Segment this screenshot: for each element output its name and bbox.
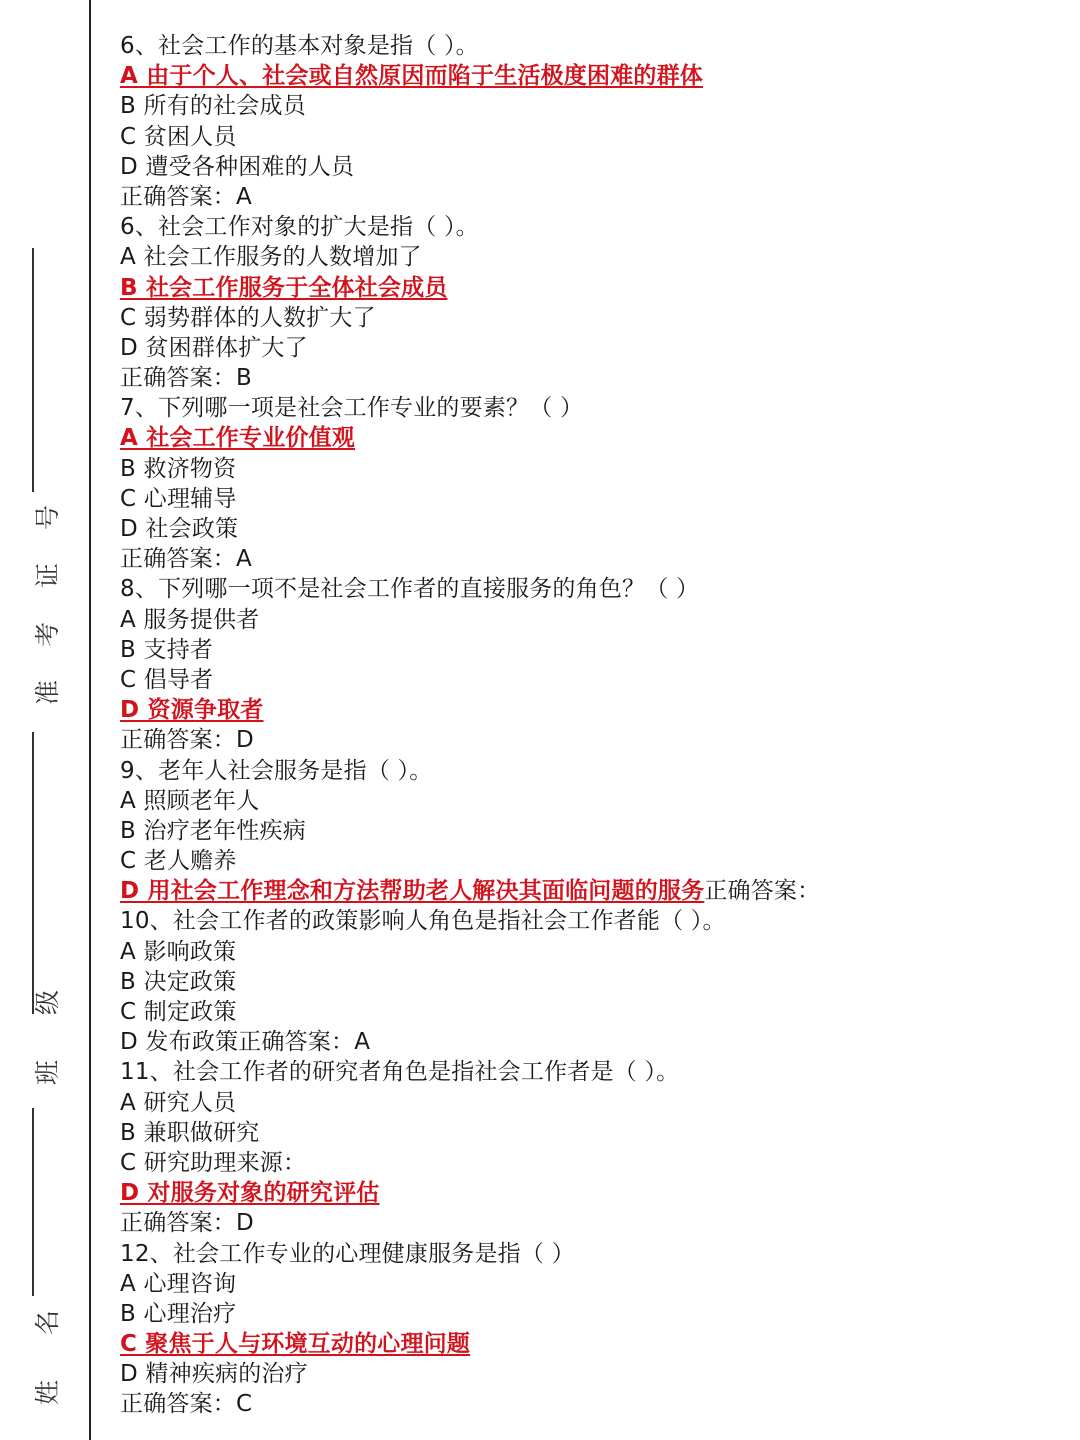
- option-text: [120, 1269, 1060, 1299]
- option-text: [120, 665, 1060, 695]
- admission-number-line: [32, 248, 34, 492]
- question-text: [120, 1239, 1060, 1269]
- line-text: 11、社会工作者的研究者角色是指社会工作者是（ ）。: [120, 1059, 680, 1086]
- question-text: [120, 906, 1060, 936]
- option-text: [120, 91, 1060, 121]
- line-text: 正确答案：D: [120, 727, 254, 754]
- line-text: D 社会政策: [120, 516, 239, 542]
- correct-option-text: [120, 423, 1060, 453]
- option-text: [120, 1088, 1060, 1118]
- question-text: [120, 393, 1060, 423]
- line-text: A 服务提供者: [120, 606, 260, 633]
- line-text: 6、社会工作对象的扩大是指（ ）。: [120, 214, 479, 241]
- class-char-1: 班: [33, 1059, 63, 1086]
- line-text: C 贫困人员: [120, 123, 237, 150]
- option-text: [120, 786, 1060, 816]
- line-text: B 所有的社会成员: [120, 93, 306, 120]
- correct-option-text: [120, 1329, 1060, 1359]
- line-text: B 心理治疗: [120, 1300, 237, 1327]
- option-text: [120, 605, 1060, 635]
- line-text: 7、下列哪一项是社会工作专业的要素？（ ）: [120, 395, 584, 422]
- name-char-2: 名: [33, 1309, 63, 1336]
- admission-char-3: 证: [33, 563, 63, 589]
- line-text: C 研究助理来源：: [120, 1149, 307, 1176]
- line-text: B 决定政策: [120, 968, 237, 995]
- answer-key-text: [120, 725, 1060, 755]
- question-list: [120, 31, 1060, 1420]
- question-text: [120, 1057, 1060, 1087]
- line-text: C 制定政策: [120, 999, 237, 1025]
- correct-option-text: [120, 273, 1060, 303]
- correct-option-text: [120, 695, 1060, 725]
- class-label: [28, 990, 68, 1085]
- option-text: [120, 846, 1060, 876]
- option-text: [120, 997, 1060, 1027]
- line-text: B 治疗老年性疾病: [120, 817, 306, 844]
- line-text: 8、下列哪一项不是社会工作者的直接服务的角色？（ ）: [120, 576, 700, 603]
- highlighted-answer: B 社会工作服务于全体社会成员: [120, 274, 448, 301]
- class-char-2: 级: [33, 989, 63, 1016]
- line-text: A 照顾老年人: [120, 787, 260, 814]
- line-text: 正确答案：B: [120, 365, 252, 392]
- answer-key-text: [120, 182, 1060, 212]
- line-text: C 心理辅导: [120, 485, 237, 512]
- line-text: C 弱势群体的人数扩大了: [120, 304, 376, 331]
- option-text: [120, 816, 1060, 846]
- option-text: [120, 967, 1060, 997]
- answer-key-text: [120, 544, 1060, 574]
- margin-rule: [89, 0, 91, 1440]
- line-text: B 支持者: [120, 636, 214, 663]
- option-text: [120, 514, 1060, 544]
- answer-key-text: [120, 1208, 1060, 1238]
- option-text: [120, 1359, 1060, 1389]
- admission-char-4: 号: [33, 504, 63, 531]
- answer-key-text: [120, 363, 1060, 393]
- line-text: 12、社会工作专业的心理健康服务是指（ ）: [120, 1240, 575, 1267]
- option-text: [120, 635, 1060, 665]
- question-text: [120, 756, 1060, 786]
- option-text: [120, 454, 1060, 484]
- correct-option-text: [120, 876, 1060, 906]
- line-text: B 救济物资: [120, 455, 237, 482]
- line-text: A 影响政策: [120, 938, 237, 965]
- option-text: [120, 242, 1060, 272]
- highlighted-answer: D 资源争取者: [120, 697, 264, 724]
- highlighted-answer: D 用社会工作理念和方法帮助老人解决其面临问题的服务: [120, 878, 705, 905]
- correct-option-text: [120, 61, 1060, 91]
- correct-option-text: [120, 1178, 1060, 1208]
- line-text: 正确答案：A: [120, 546, 252, 573]
- answer-key-text: 正确答案：: [704, 878, 821, 905]
- line-text: 6、社会工作的基本对象是指（ ）。: [120, 33, 479, 59]
- name-line: [32, 1108, 34, 1296]
- line-text: D 贫困群体扩大了: [120, 334, 308, 361]
- option-text: [120, 937, 1060, 967]
- admission-char-1: 准: [33, 679, 63, 705]
- option-text: [120, 1148, 1060, 1178]
- line-text: C 老人赡养: [120, 848, 237, 875]
- option-text: [120, 122, 1060, 152]
- line-text: D 发布政策正确答案：A: [120, 1029, 371, 1056]
- question-text: [120, 31, 1060, 61]
- option-text: [120, 1118, 1060, 1148]
- name-char-1: 姓: [33, 1379, 63, 1406]
- option-text: [120, 1027, 1060, 1057]
- admission-char-2: 考: [33, 621, 63, 647]
- line-text: 9、老年人社会服务是指（ ）。: [120, 757, 433, 784]
- class-line: [32, 732, 34, 1014]
- line-text: 10、社会工作者的政策影响人角色是指社会工作者能（ ）。: [120, 908, 726, 935]
- admission-number-label: [28, 505, 68, 705]
- line-text: A 心理咨询: [120, 1270, 237, 1297]
- line-text: 正确答案：A: [120, 183, 252, 210]
- highlighted-answer: A 由于个人、社会或自然原因而陷于生活极度困难的群体: [120, 63, 704, 90]
- name-label: [28, 1310, 68, 1405]
- question-text: [120, 212, 1060, 242]
- line-text: A 社会工作服务的人数增加了: [120, 244, 422, 271]
- option-text: [120, 484, 1060, 514]
- line-text: C 倡导者: [120, 666, 214, 693]
- highlighted-answer: A 社会工作专业价值观: [120, 425, 356, 452]
- question-text: [120, 574, 1060, 604]
- highlighted-answer: C 聚焦于人与环境互动的心理问题: [120, 1331, 471, 1358]
- option-text: [120, 1299, 1060, 1329]
- option-text: [120, 333, 1060, 363]
- line-text: D 遭受各种困难的人员: [120, 153, 355, 180]
- answer-key-text: [120, 1389, 1060, 1419]
- highlighted-answer: D 对服务对象的研究评估: [120, 1180, 380, 1207]
- line-text: B 兼职做研究: [120, 1119, 260, 1146]
- option-text: [120, 303, 1060, 333]
- line-text: D 精神疾病的治疗: [120, 1361, 308, 1388]
- option-text: [120, 152, 1060, 182]
- line-text: 正确答案：D: [120, 1210, 254, 1237]
- line-text: 正确答案：C: [120, 1391, 253, 1418]
- line-text: A 研究人员: [120, 1089, 237, 1116]
- binding-margin: [0, 0, 90, 1440]
